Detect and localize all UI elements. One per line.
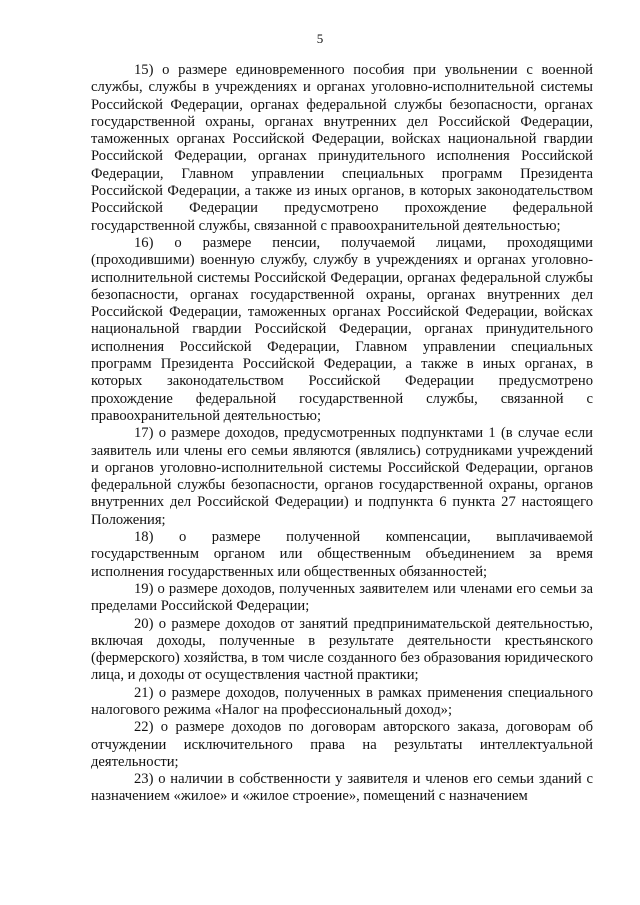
list-item-22: 22) о размере доходов по договорам авторского заказа, договорам об отчуждении исключительного права на результаты интеллектуальной деятельности; xyxy=(91,719,593,770)
list-item-23: 23) о наличии в собственности у заявителя и членов его семьи зданий с назначением «жилое» и «жилое строение», помещений с назначением xyxy=(91,771,593,805)
page-number: 5 xyxy=(316,31,324,46)
list-item-15: 15) о размере единовременного пособия при увольнении с военной службы, службы в учреждениях и органах уголовно-исполнительной системы Российской Федерации, органах федеральной службы безопасности, органах государственной охраны, органах внутренних дел Российской Федерации, таможенных органах Российской Федерации, войсках национальной гвардии Российской Федерации, органах принудительного исполнения Российской Федерации, Главном управлении специальных программ Президента Российской Федерации, а также из иных органов, в которых законодательством Российской Федерации предусмотрено прохождение федеральной государственной службы, связанной с правоохранительной деятельностью; xyxy=(91,62,593,234)
list-item-20: 20) о размере доходов от занятий предпринимательской деятельностью, включая доходы, полученные в результате деятельности крестьянского (фермерского) хозяйства, в том числе созданного без образования юридического лица, и доходы от осуществления частной практики; xyxy=(91,615,593,684)
list-item-19: 19) о размере доходов, полученных заявителем или членами его семьи за пределами Российской Федерации; xyxy=(91,580,593,615)
list-item-16: 16) о размере пенсии, получаемой лицами, проходящими (проходившими) военную службу, службу в учреждениях и органах уголовно-исполнительной системы Российской Федерации, органах федеральной службы безопасности, органах государственной охраны, органах внутренних дел Российской Федерации, таможенных органах Российской Федерации, войсках национальной гвардии Российской Федерации, органах принудительного исполнения Российской Федерации, Главном управлении специальных программ Президента Российской Федерации, а также в иных органах, в которых законодательством Российской Федерации предусмотрено прохождение федеральной государственной службы, связанной с правоохранительной деятельностью; xyxy=(91,234,593,424)
document-body xyxy=(91,62,593,806)
list-item-17: 17) о размере доходов, предусмотренных подпунктами 1 (в случае если заявитель или члены его семьи являются (являлись) сотрудниками учреждений и органов уголовно-исполнительной системы Российской Федерации, органов федеральной службы безопасности, органов государственной охраны, органов внутренних дел Российской Федерации) и подпункта 6 пункта 27 настоящего Положения; xyxy=(91,425,593,528)
list-item-18: 18) о размере полученной компенсации, выплачиваемой государственным органом или общественным объединением за время исполнения государственных или общественных обязанностей; xyxy=(91,529,593,580)
list-item-21: 21) о размере доходов, полученных в рамках применения специального налогового режима «Налог на профессиональный доход»; xyxy=(91,684,593,718)
